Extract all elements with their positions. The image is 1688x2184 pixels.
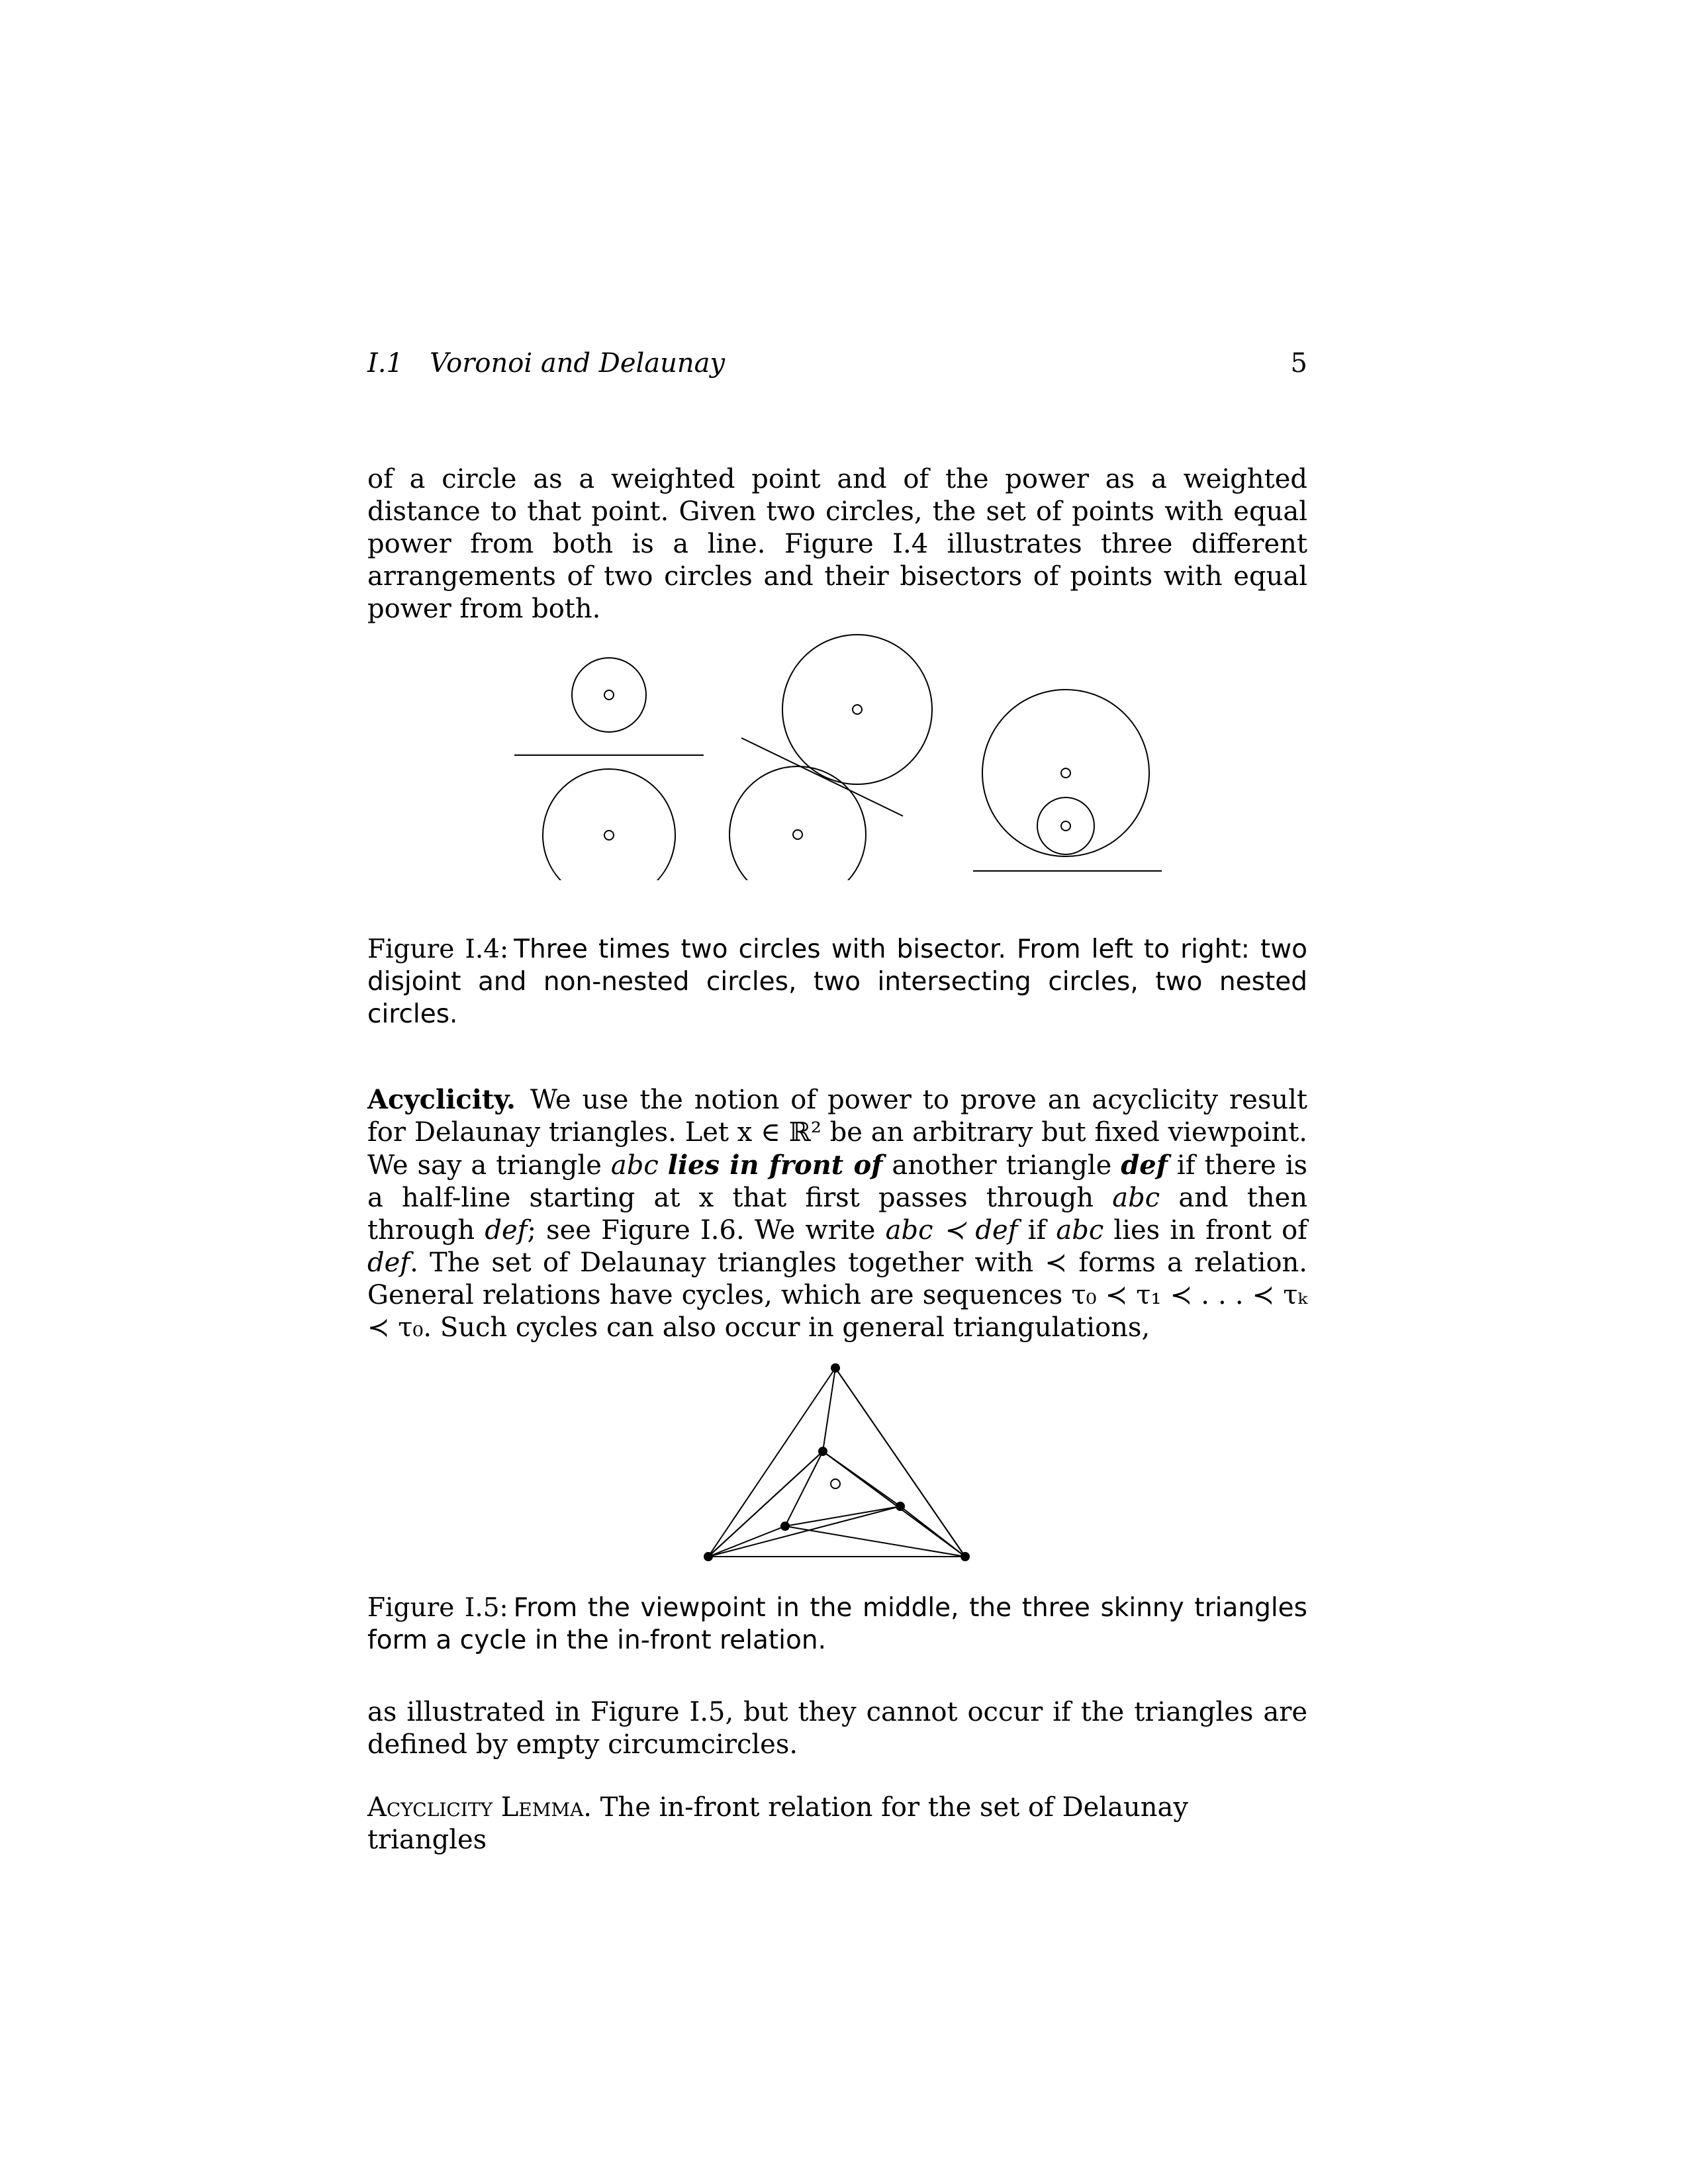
- math-def: def: [367, 1248, 410, 1278]
- fig4-right-outer-center: [1061, 768, 1070, 778]
- fig4-mid-top-center: [853, 705, 862, 714]
- paragraph-empty-circumcircles: as illustrated in Figure I.5, but they cannot occur if the triangles are defined by empty circumcircles.: [367, 1697, 1307, 1760]
- defined-term-lies-in-front-of: lies in front of: [667, 1150, 883, 1181]
- figure-i5-label: Figure I.5:: [367, 1593, 508, 1623]
- fig5-vertex: [818, 1447, 827, 1456]
- fig5-skinny-triangle-1: [823, 1368, 965, 1557]
- fig5-vertex: [961, 1552, 970, 1561]
- fig4-right-inner-circle: [1037, 797, 1094, 854]
- math-abc: abc: [1056, 1215, 1104, 1246]
- figure-i5-caption: [367, 1592, 1307, 1657]
- text-segment: and then through: [367, 1183, 1308, 1246]
- fig5-viewpoint: [831, 1479, 840, 1488]
- fig4-left-top-center: [604, 690, 614, 700]
- math-relation: abc ≺ def: [885, 1215, 1018, 1246]
- math-def: def: [1121, 1150, 1168, 1181]
- math-abc: abc: [1112, 1183, 1160, 1213]
- text-segment: another triangle: [892, 1150, 1112, 1181]
- page-number: 5: [1290, 348, 1307, 379]
- section-number: I.1: [367, 348, 403, 379]
- figure-i5-cycle-triangles: [688, 1357, 980, 1569]
- text-segment: . The set of Delaunay triangles together with ≺ forms a relation. General relations have cycles, which are sequences τ₀ ≺ τ₁ ≺ . . . ≺ τₖ ≺ τ₀. Such cycles can also occur in general triangulations,: [367, 1248, 1307, 1343]
- figure-i5-caption-text: From the viewpoint in the middle, the three skinny triangles form a cycle in the in-front relation.: [367, 1593, 1307, 1655]
- fig4-left-bottom-circle: [543, 769, 675, 880]
- figure-i4-caption: [367, 933, 1307, 1030]
- fig4-right-outer-circle: [982, 690, 1149, 856]
- math-def: def: [485, 1215, 528, 1246]
- paragraph-lemma: [367, 1792, 1307, 1856]
- fig4-left-top-circle: [572, 658, 646, 732]
- text-segment: if: [1027, 1215, 1047, 1246]
- paragraph-acyclicity: [367, 1083, 1307, 1344]
- fig4-mid-bottom-center: [793, 830, 802, 839]
- running-head: [367, 348, 1307, 394]
- text-segment: ; see Figure I.6. We write: [527, 1215, 876, 1246]
- fig5-vertex: [831, 1363, 840, 1373]
- text-segment: lies in front of: [1113, 1215, 1307, 1246]
- math-abc: abc: [610, 1150, 659, 1181]
- fig4-mid-top-circle: [782, 635, 932, 784]
- text-segment: We use the notion of power to prove an acyclicity result for Delaunay triangles. Let x ∈ ℝ² be an arbitrary but fixed viewpoint. We say a triangle: [367, 1085, 1307, 1181]
- runin-heading-acyclicity: Acyclicity.: [367, 1084, 516, 1115]
- lemma-text: The in-front relation for the set of Delaunay triangles: [367, 1792, 1188, 1855]
- figure-i4-label: Figure I.4:: [367, 934, 509, 964]
- section-heading: [367, 348, 725, 379]
- figure-i4-caption-text: Three times two circles with bisector. From left to right: two disjoint and non-nested circles, two intersecting circles, two nested circles.: [367, 934, 1307, 1029]
- lemma-heading: Acyclicity Lemma.: [367, 1792, 592, 1823]
- fig5-skinny-triangle-3: [785, 1506, 965, 1557]
- text-segment: if there is a half-line starting at x that first passes through: [367, 1150, 1308, 1213]
- fig4-left-bottom-center: [604, 831, 614, 840]
- fig4-right-inner-center: [1061, 821, 1070, 831]
- figure-i4-circles: [510, 629, 1172, 880]
- fig4-mid-bisector: [741, 738, 903, 816]
- fig5-vertex: [704, 1552, 713, 1561]
- fig5-vertex: [780, 1522, 790, 1531]
- paragraph-power-intro: of a circle as a weighted point and of the power as a weighted distance to that point. Given two circles, the set of points with equal power from both is a line. Figure I.4 illustrates three different arrangements of two circles and their bisectors of points with equal power from both.: [367, 464, 1307, 624]
- fig5-vertex: [896, 1502, 905, 1511]
- section-title: Voronoi and Delaunay: [429, 348, 726, 379]
